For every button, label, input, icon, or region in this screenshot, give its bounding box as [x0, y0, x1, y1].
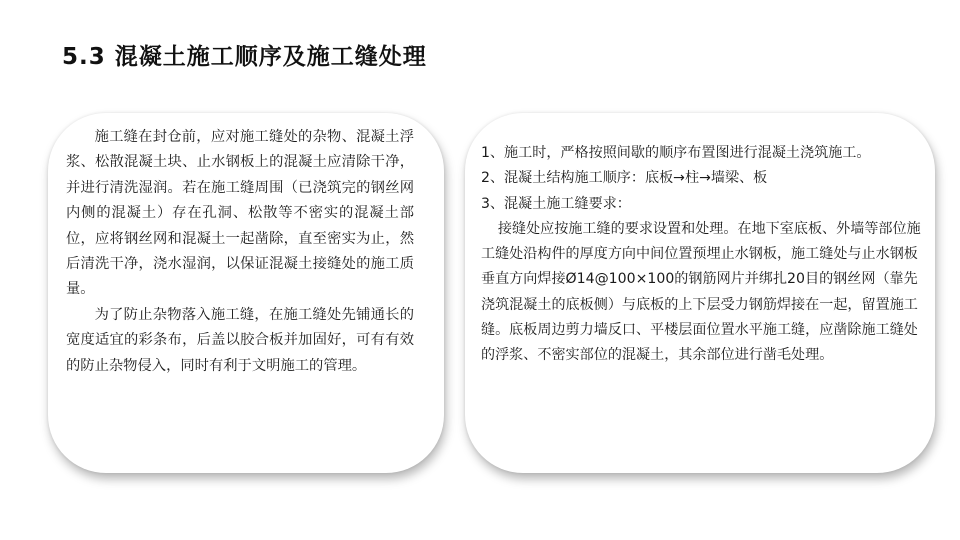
- left-paragraph-protection: 为了防止杂物落入施工缝，在施工缝处先铺通长的宽度适宜的彩条布，后盖以胶合板并加固好，可有有效的防止杂物侵入，同时有利于文明施工的管理。: [66, 306, 414, 374]
- right-item-1: 1、施工时，严格按照间歇的顺序布置图进行混凝土浇筑施工。: [481, 145, 871, 161]
- right-item-3: 3、混凝土施工缝要求：: [481, 195, 631, 212]
- right-item-3-detail: 接缝处应按施工缝的要求设置和处理。在地下室底板、外墙等部位施工缝处沿构件的厚度方向中间位置预埋止水钢板，施工缝处与止水钢板垂直方向焊接Ø14@100×100的钢筋网片并绑扎20目的钢丝网（靠先浇筑混凝土的底板侧）与底板的上下层受力钢筋焊接在一起，留置施工缝。底板周边剪力墙反口、平楼层面位置水平施工缝，应凿除施工缝处的浮浆、不密实部位的混凝土，其余部位进行凿毛处理。: [481, 220, 921, 364]
- right-content-card: [465, 113, 935, 473]
- left-paragraph-cleaning: 施工缝在封仓前，应对施工缝处的杂物、混凝土浮浆、松散混凝土块、止水钢板上的混凝土应清除干净，并进行清洗湿润。若在施工缝周围（已浇筑完的钢丝网内侧的混凝土）存在孔洞、松散等不密实的混凝土部位，应将钢丝网和混凝土一起凿除，直至密实为止，然后清洗干净，浇水湿润，以保证混凝土接缝处的施工质量。: [66, 129, 414, 298]
- right-item-2: 2、混凝土结构施工顺序：底板→柱→墙梁、板: [481, 170, 768, 187]
- page-title: 5.3 混凝土施工顺序及施工缝处理: [62, 44, 427, 70]
- left-content-card: [48, 113, 444, 473]
